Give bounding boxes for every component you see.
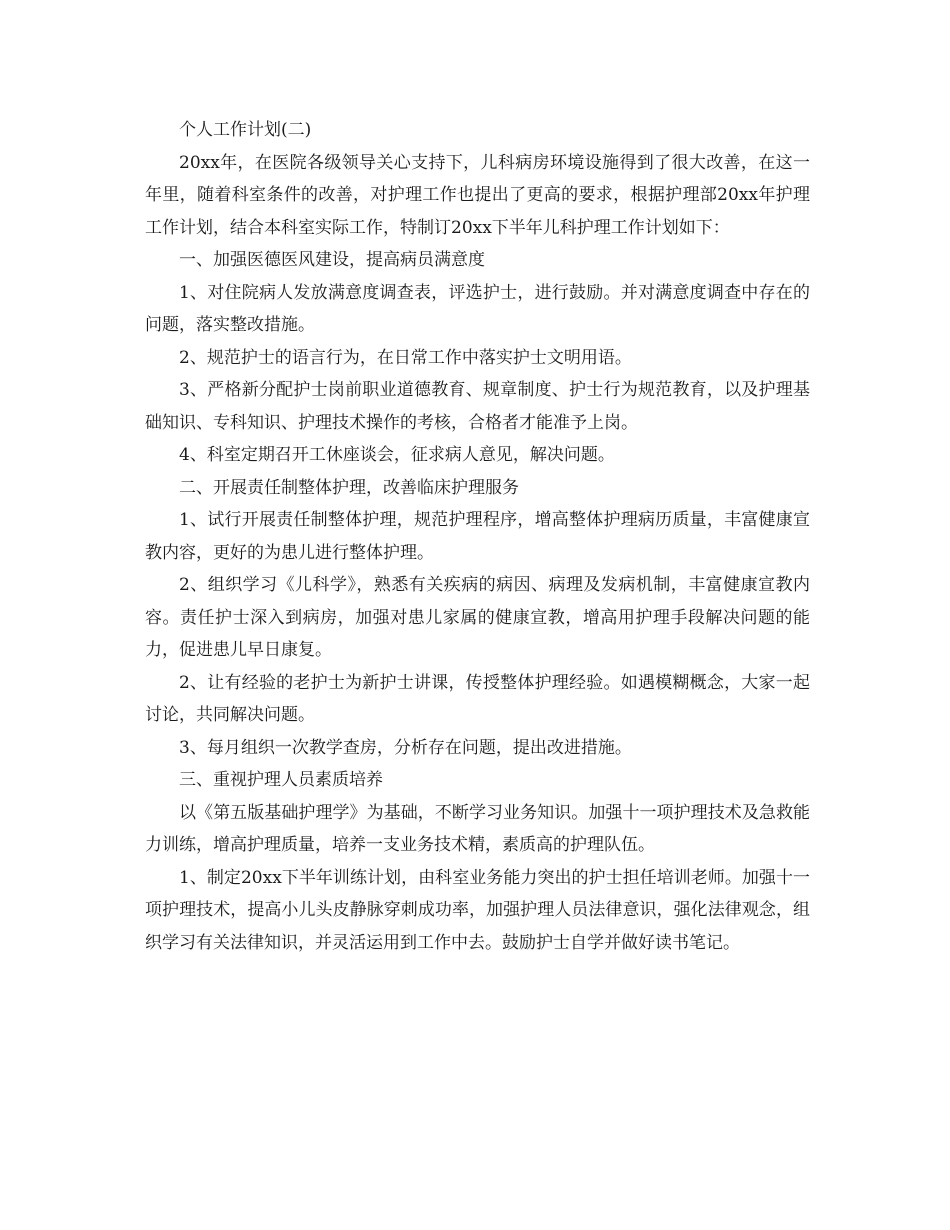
paragraph: 以《第五版基础护理学》为基础，不断学习业务知识。加强十一项护理技术及急救能力训练，增高护理质量，培养一支业务技术精，素质高的护理队伍。 <box>145 802 810 855</box>
paragraph-intro: 20xx年，在医院各级领导关心支持下，儿科病房环境设施得到了很大改善，在这一年里，随着科室条件的改善，对护理工作也提出了更高的要求，根据护理部20xx年护理工作计划，结合本科室实际工作，特制订20xx下半年儿科护理工作计划如下： <box>145 152 810 238</box>
paragraph: 1、试行开展责任制整体护理，规范护理程序，增高整体护理病历质量，丰富健康宣教内容，更好的为患儿进行整体护理。 <box>145 510 810 563</box>
section-heading-3: 三、重视护理人员素质培养 <box>179 770 383 790</box>
document-page <box>145 114 810 959</box>
paragraph: 1、制定20xx下半年训练计划，由科室业务能力突出的护士担任培训老师。加强十一项护理技术，提高小儿头皮静脉穿刺成功率，加强护理人员法律意识，强化法律观念，组织学习有关法律知识，并灵活运用到工作中去。鼓励护士自学并做好读书笔记。 <box>145 867 810 953</box>
paragraph: 2、组织学习《儿科学》，熟悉有关疾病的病因、病理及发病机制，丰富健康宣教内容。责任护士深入到病房，加强对患儿家属的健康宣教，增高用护理手段解决问题的能力，促进患儿早日康复。 <box>145 575 810 660</box>
section-heading-1: 一、加强医德医风建设，提高病员满意度 <box>179 250 485 270</box>
section-heading-2: 二、开展责任制整体护理，改善临床护理服务 <box>179 477 519 498</box>
paragraph: 4、科室定期召开工休座谈会，征求病人意见，解决问题。 <box>179 445 615 465</box>
paragraph: 1、对住院病人发放满意度调查表，评选护士，进行鼓励。并对满意度调查中存在的问题，落实整改措施。 <box>145 282 810 335</box>
paragraph: 3、每月组织一次教学查房，分析存在问题，提出改进措施。 <box>179 737 632 758</box>
document-title: 个人工作计划(二) <box>179 120 312 140</box>
paragraph: 3、严格新分配护士岗前职业道德教育、规章制度、护士行为规范教育，以及护理基础知识、专科知识、护理技术操作的考核，合格者才能准予上岗。 <box>145 380 810 433</box>
paragraph: 2、规范护士的语言行为，在日常工作中落实护士文明用语。 <box>179 347 632 368</box>
paragraph: 2、让有经验的老护士为新护士讲课，传授整体护理经验。如遇模糊概念，大家一起讨论，共同解决问题。 <box>145 672 810 725</box>
